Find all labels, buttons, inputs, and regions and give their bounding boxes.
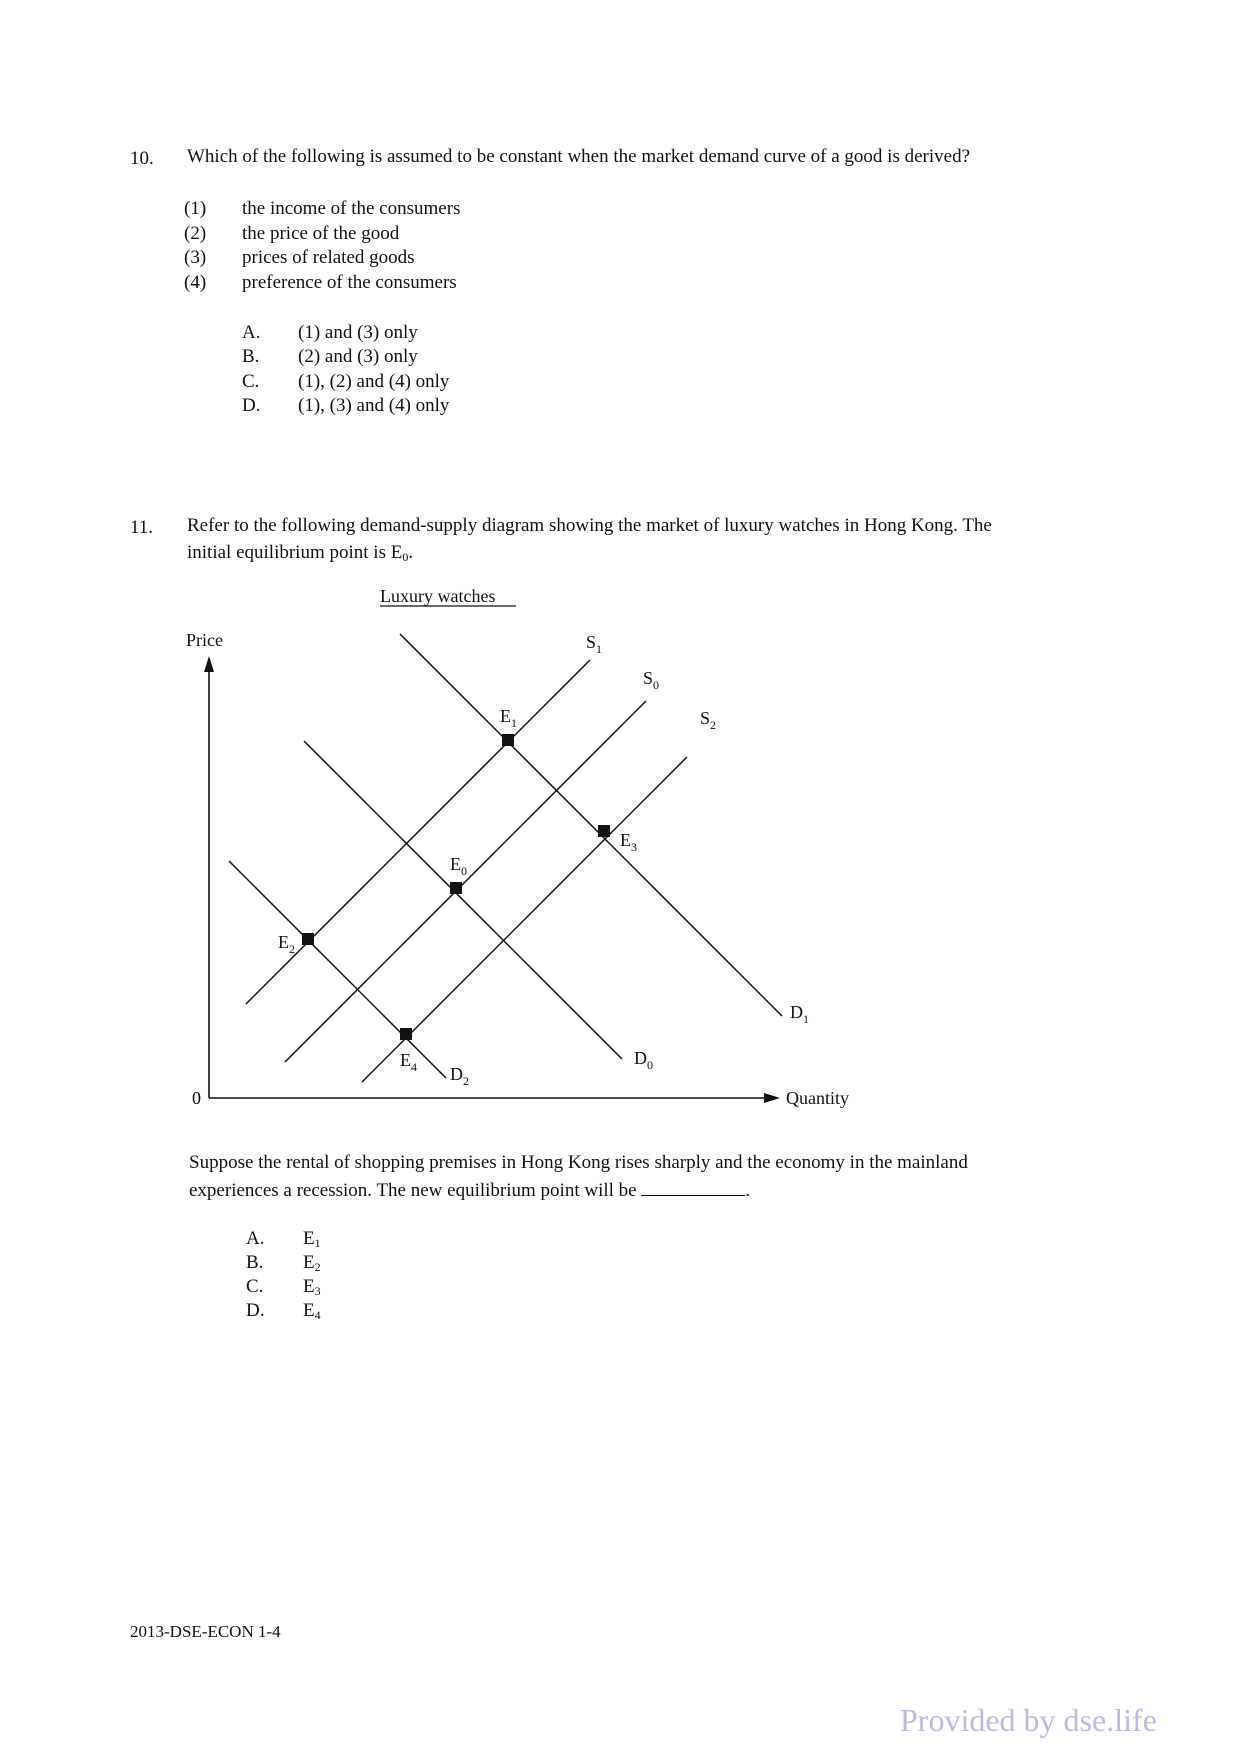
q10-statement-text: prices of related goods (242, 247, 415, 268)
demand-label-d2: $D_2$ (450, 1064, 469, 1088)
q11-followup-text: experiences a recession. The new equilibrium point will be (189, 1180, 637, 1201)
q11-option-text[interactable]: $E_3$ (303, 1276, 321, 1298)
supply-label-s0: $S_0$ (643, 668, 660, 692)
supply-curve-s0 (285, 701, 646, 1062)
q11-number: 11. (130, 517, 154, 538)
q10-statement-text: the income of the consumers (242, 198, 461, 219)
demand-curve-d1 (400, 634, 782, 1016)
demand-label-d1: $D_1$ (790, 1002, 809, 1026)
q11-followup-end: . (745, 1180, 751, 1201)
q10-option-text[interactable]: (1), (3) and (4) only (298, 395, 450, 416)
equilibrium-label-e1: $E_1$ (500, 706, 517, 730)
diagram-title: Luxury watches (380, 586, 496, 606)
q10-option-letter[interactable]: B. (242, 346, 260, 367)
page-footer-code: 2013-DSE-ECON 1-4 (130, 1622, 281, 1641)
q11-followup-line1: Suppose the rental of shopping premises in Hong Kong rises sharply and the economy in the mainland (189, 1152, 968, 1173)
q11-option-letter[interactable]: D. (246, 1300, 265, 1321)
q10-question-text: Which of the following is assumed to be constant when the market demand curve of a good is derived? (187, 146, 970, 167)
q11-option-text[interactable]: $E_1$ (303, 1228, 321, 1250)
equilibrium-dot-e4 (400, 1028, 412, 1040)
demand-curve-d2 (229, 861, 446, 1078)
q10-statement-num: (2) (184, 223, 207, 244)
watermark: Provided by dse.life (900, 1702, 1157, 1738)
q11-option-letter[interactable]: B. (246, 1252, 264, 1273)
x-axis-label: Quantity (786, 1088, 849, 1108)
q11-question-line1: Refer to the following demand-supply diagram showing the market of luxury watches in Hong Kong. The (187, 515, 992, 536)
q11-option-text[interactable]: $E_4$ (303, 1300, 321, 1322)
q10-statement-text: the price of the good (242, 223, 400, 244)
demand-curve-d0 (304, 741, 622, 1059)
equilibrium-dot-e2 (302, 933, 314, 945)
supply-label-s2: $S_2$ (700, 708, 717, 732)
equilibrium-label-e3: $E_3$ (620, 830, 637, 854)
q11-followup-line2 (189, 1177, 750, 1204)
equilibrium-label-e4: $E_4$ (400, 1050, 417, 1074)
q10-option-text[interactable]: (1), (2) and (4) only (298, 371, 450, 392)
equilibrium-label-e2: $E_2$ (278, 932, 295, 956)
supply-curve-s1 (246, 660, 590, 1004)
equilibrium-dot-e3 (598, 825, 610, 837)
equilibrium-label-e0: $E_0$ (450, 854, 467, 878)
q10-statement-text: preference of the consumers (242, 272, 457, 293)
q11-option-letter[interactable]: C. (246, 1276, 264, 1297)
q10-option-text[interactable]: (1) and (3) only (298, 322, 418, 343)
q11-question-line2-end: . (408, 542, 414, 563)
q10-statement-num: (3) (184, 247, 207, 268)
q10-option-text[interactable]: (2) and (3) only (298, 346, 418, 367)
q10-statement-num: (1) (184, 198, 207, 219)
q11-question-line2-sub: 0 (402, 550, 409, 564)
x-axis-arrowhead (764, 1093, 780, 1103)
answer-blank (641, 1177, 745, 1196)
y-axis-label: Price (186, 630, 223, 650)
equilibrium-dot-e1 (502, 734, 514, 746)
q11-option-text[interactable]: $E_2$ (303, 1252, 321, 1274)
q10-number: 10. (130, 148, 154, 169)
equilibrium-dot-e0 (450, 882, 462, 894)
y-axis-arrowhead (204, 656, 214, 672)
q11-option-letter[interactable]: A. (246, 1228, 265, 1249)
q10-option-letter[interactable]: D. (242, 395, 261, 416)
q10-option-letter[interactable]: A. (242, 322, 261, 343)
q11-question-line2-text: initial equilibrium point is E (187, 542, 403, 563)
q10-option-letter[interactable]: C. (242, 371, 260, 392)
q10-statement-num: (4) (184, 272, 207, 293)
supply-label-s1: $S_1$ (586, 632, 603, 656)
demand-label-d0: $D_0$ (634, 1048, 653, 1072)
origin-label: 0 (192, 1088, 201, 1108)
